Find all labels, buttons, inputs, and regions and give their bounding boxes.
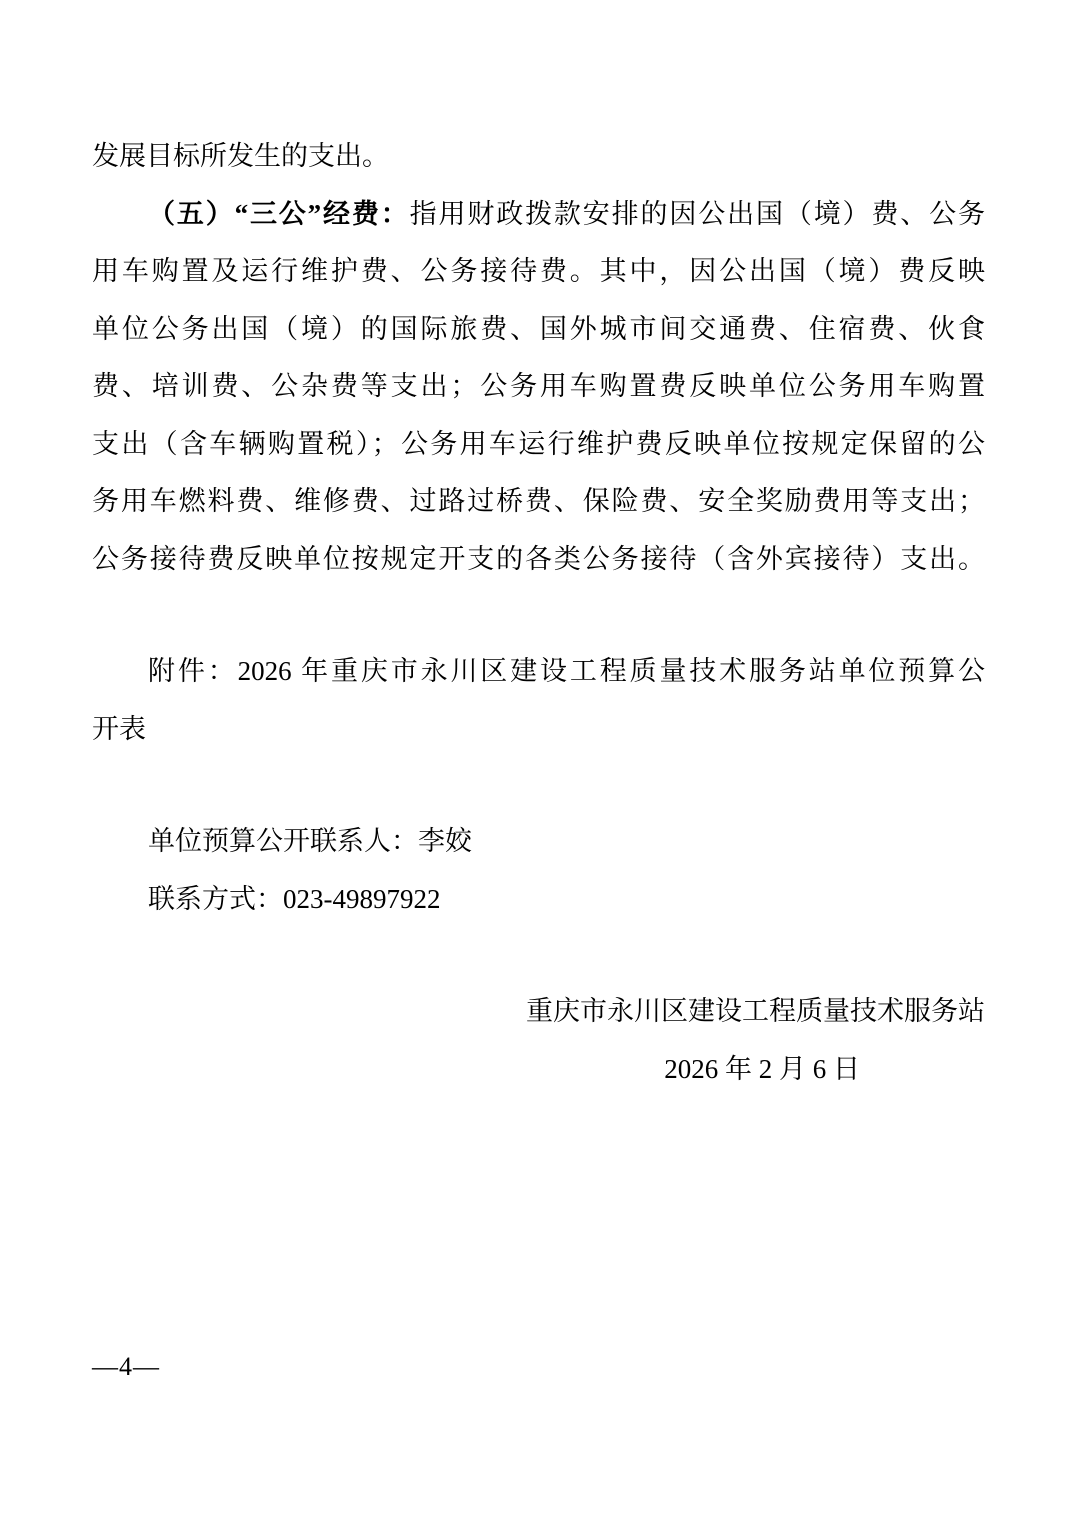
paragraph-line: 支出（含车辆购置税）；公务用车运行维护费反映单位按规定保留的公 xyxy=(92,428,985,459)
attachment-note xyxy=(92,643,985,758)
paragraph-line xyxy=(92,186,985,244)
paragraph-line: 单位公务出国（境）的国际旅费、国外城市间交通费、住宿费、伙食 xyxy=(92,313,985,344)
sangong-term: （五）“三公”经费： xyxy=(148,198,410,229)
page-number: —4— xyxy=(92,1352,160,1381)
contact-info xyxy=(92,813,985,928)
attachment-line: 开表 xyxy=(92,713,146,744)
sangong-paragraph xyxy=(92,186,985,589)
paragraph-line: 公务接待费反映单位按规定开支的各类公务接待（含外宾接待）支出。 xyxy=(92,543,985,574)
paragraph-line: 务用车燃料费、维修费、过路过桥费、保险费、安全奖励费用等支出； xyxy=(92,486,985,516)
contact-person-line: 单位预算公开联系人：李姣 xyxy=(148,826,472,856)
signature-organization: 重庆市永川区建设工程质量技术服务站 xyxy=(526,996,985,1026)
paragraph-line: 费、培训费、公杂费等支出；公务用车购置费反映单位公务用车购置 xyxy=(92,371,985,401)
signature-block xyxy=(92,983,985,1098)
paragraph-line: 用车购置及运行维护费、公务接待费。其中，因公出国（境）费反映 xyxy=(92,256,985,286)
signature-date: 2026 年 2 月 6 日 xyxy=(664,1053,860,1084)
document-body xyxy=(92,128,985,1098)
attachment-line: 附件：2026 年重庆市永川区建设工程质量技术服务站单位预算公 xyxy=(148,656,985,686)
paragraph-end-line: 发展目标所发生的支出。 xyxy=(92,141,389,171)
contact-phone-line: 联系方式：023-49897922 xyxy=(148,883,441,914)
paragraph-line-text: 指用财政拨款安排的因公出国（境）费、公务 xyxy=(409,198,986,229)
